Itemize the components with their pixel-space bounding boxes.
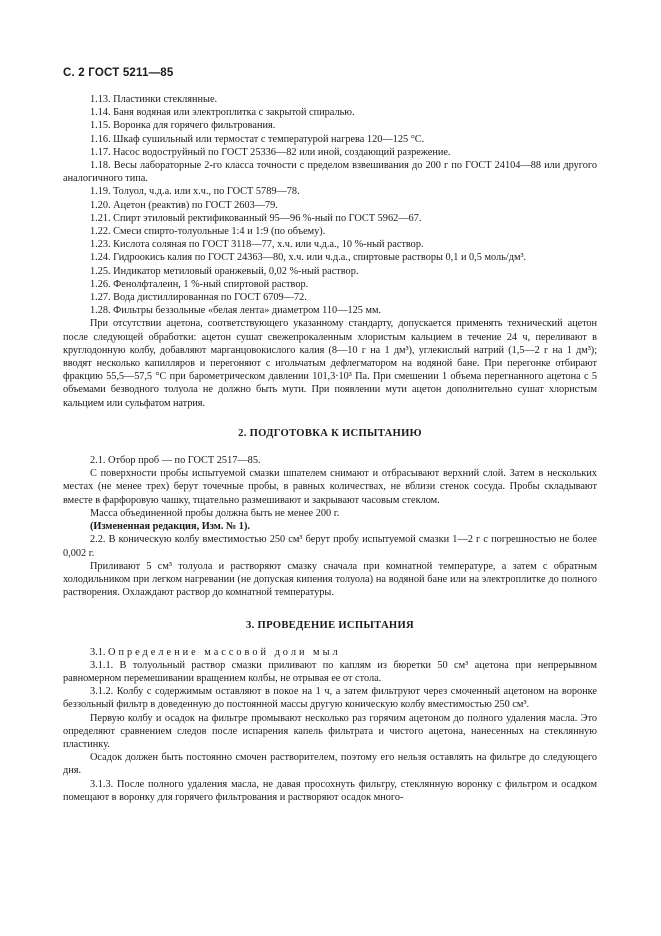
paragraph-sampling: С поверхности пробы испытуемой смазки шпателем снимают и отбрасывают верхний слой. Затем в нескольких местах (не менее трех) берут точечные пробы, в равных количествах, не вблизи стенок сосуда. Пробы складывают вместе в фарфоровую чашку, тщательно размешивают и закрывают часовым стеклом. — [63, 468, 597, 506]
paragraph-3-1-1: 3.1.1. В толуольный раствор смазки приливают по каплям из бюретки 50 см³ ацетона при непрерывном равномерном перемешивании вращением колбы, не отрывая ее от стола. — [63, 659, 597, 684]
spacer — [63, 440, 597, 454]
subsection-3-1-title: Определение массовой доли мыл — [108, 646, 341, 658]
spacer — [63, 599, 597, 619]
item-1-23: 1.23. Кислота соляная по ГОСТ 3118—77, х.ч. или ч.д.а., 10 %-ный раствор. — [90, 239, 424, 251]
item-1-22: 1.22. Смеси спирто-толуольные 1:4 и 1:9 (по объему). — [90, 226, 326, 238]
subsection-3-1-number: 3.1. — [90, 646, 106, 658]
item-1-19: 1.19. Толуол, ч.д.а. или х.ч., по ГОСТ 5789—78. — [90, 186, 300, 198]
item-1-13: 1.13. Пластинки стеклянные. — [90, 94, 218, 105]
spacer — [63, 633, 597, 646]
subsection-3-1-heading — [63, 646, 597, 659]
item-1-18: 1.18. Весы лабораторные 2-го класса точности с пределом взвешивания до 200 г по ГОСТ 24104—88 или другого аналогичного типа. — [63, 160, 597, 185]
item-1-24: 1.24. Гидроокись калия по ГОСТ 24363—80, х.ч. или ч.д.а., спиртовые растворы 0,1 и 0,5 моль/дм³. — [90, 252, 527, 264]
paragraph-2-2: 2.2. В коническую колбу вместимостью 250 см³ берут пробу испытуемой смазки 1—2 г с погрешностью не более 0,002 г. — [63, 534, 597, 559]
item-1-21: 1.21. Спирт этиловый ректификованный 95—96 %-ный по ГОСТ 5962—67. — [90, 212, 422, 224]
amendment-note: (Измененная редакция, Изм. № 1). — [90, 521, 250, 533]
spacer — [63, 410, 597, 427]
acetone-note-paragraph: При отсутствии ацетона, соответствующего указанному стандарту, допускается применять технический ацетон после следующей обработки: ацетон сушат свежепрокаленным хлористым кальцием в течение 24 ч, переливают в круглодонную колбу, добавляют марганцовокислого калия (8—10 г на 1 дм³), углекислый натрий (1,5—2 г на 1 дм³); вводят несколько капилляров и перегоняют с игольчатым дефлегматором на водяной бане. При перегонке отбирают фракцию 55,5—57,5 °С при барометрическом давлении 101,3·10³ Па. При смешении 1 объема перегнанного ацетона с 5 объемами безводного толуола не должно быть мути. При появлении мути ацетон дополнительно сушат хлористым кальцием или сульфатом натрия. — [63, 318, 597, 409]
document-body — [63, 93, 597, 804]
item-1-17: 1.17. Насос водоструйный по ГОСТ 25336—82 или иной, создающий разрежение. — [90, 146, 451, 158]
paragraph-precipitate: Осадок должен быть постоянно смочен растворителем, поэтому его нельзя оставлять на фильтре до следующего дня. — [63, 752, 597, 777]
paragraph-washing: Первую колбу и осадок на фильтре промывают несколько раз горячим ацетоном до полного удаления масла. Это определяют сравнением следов после испарения капель фильтрата и чистого ацетона, нанесенных на стеклянную пластинку. — [63, 712, 597, 750]
item-1-16: 1.16. Шкаф сушильный или термостат с температурой нагрева 120—125 °С. — [90, 133, 425, 145]
paragraph-2-1: 2.1. Отбор проб — по ГОСТ 2517—85. — [90, 455, 261, 467]
paragraph-toluene: Приливают 5 см³ толуола и растворяют смазку сначала при комнатной температуре, а затем с обратным холодильником при легком нагревании (не допуская кипения толуола) на водяной бане или на электроплитке до полного растворения. Охлаждают раствор до комнатной температуры. — [63, 560, 597, 599]
paragraph-3-1-3: 3.1.3. После полного удаления масла, не давая просохнуть фильтру, стеклянную воронку с фильтром и осадком помещают в воронку для горячего фильтрования и растворяют осадок много- — [63, 778, 597, 803]
paragraph-3-1-2: 3.1.2. Колбу с содержимым оставляют в покое на 1 ч, а затем фильтруют через смоченный ацетоном на воронке беззольный фильтр в доведенную до постоянной массы другую коническую колбу вместимостью 250 см³. — [63, 686, 597, 711]
item-1-26: 1.26. Фенолфталеин, 1 %-ный спиртовой раствор. — [90, 278, 309, 290]
item-1-28: 1.28. Фильтры беззольные «белая лента» диаметром 110—125 мм. — [90, 305, 382, 317]
item-1-20: 1.20. Ацетон (реактив) по ГОСТ 2603—79. — [90, 199, 278, 211]
page-header: С. 2 ГОСТ 5211—85 — [63, 67, 174, 79]
item-1-25: 1.25. Индикатор метиловый оранжевый, 0,02 %-ный раствор. — [90, 265, 359, 277]
section-2-heading: 2. ПОДГОТОВКА К ИСПЫТАНИЮ — [238, 427, 422, 439]
item-1-27: 1.27. Вода дистиллированная по ГОСТ 6709—72. — [90, 292, 307, 304]
item-1-15: 1.15. Воронка для горячего фильтрования. — [90, 120, 276, 132]
item-1-14: 1.14. Баня водяная или электроплитка с закрытой спиралью. — [90, 107, 355, 119]
section-3-heading: 3. ПРОВЕДЕНИЕ ИСПЫТАНИЯ — [246, 620, 414, 632]
paragraph-sample-mass: Масса объединенной пробы должна быть не менее 200 г. — [90, 507, 340, 519]
